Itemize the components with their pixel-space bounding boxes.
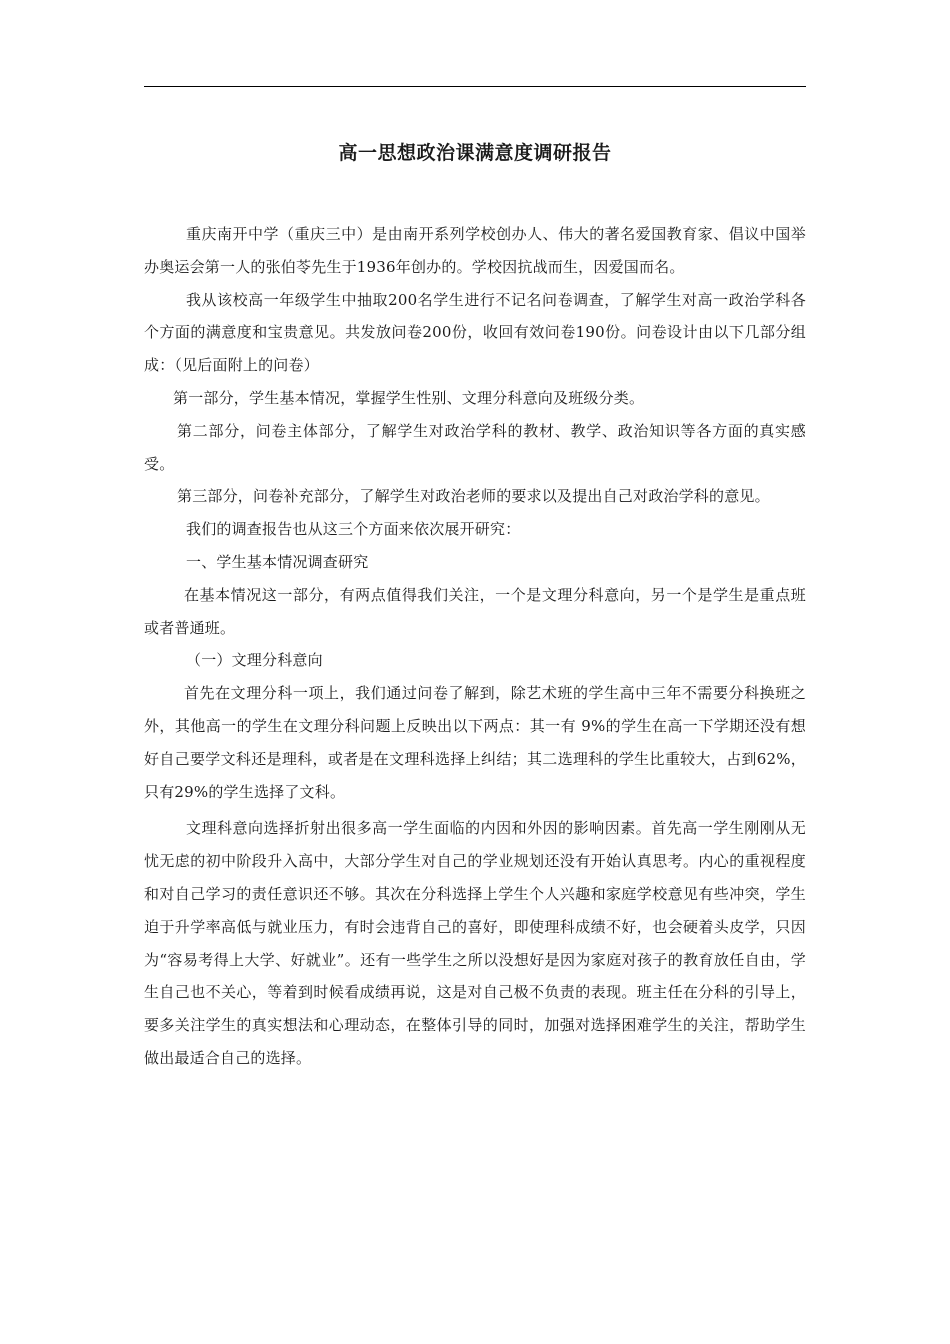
document-body (144, 218, 806, 1075)
section-heading-basic-info: 一、学生基本情况调查研究 (186, 552, 369, 571)
paragraph-school-intro: 重庆南开中学（重庆三中）是由南开系列学校创办人、伟大的著名爱国教育家、倡议中国举办奥运会第一人的张伯苓先生于1936年创办的。学校因抗战而生，因爱国而名。 (144, 225, 806, 276)
paragraph-report-outline: 我们的调查报告也从这三个方面来依次展开研究： (186, 520, 521, 539)
paragraph-part-two: 第二部分，问卷主体部分，了解学生对政治学科的教材、教学、政治知识等各方面的真实感受。 (144, 421, 806, 473)
document-title: 高一思想政治课满意度调研报告 (338, 142, 612, 164)
paragraph-basic-info: 在基本情况这一部分，有两点值得我们关注，一个是文理分科意向，另一个是学生是重点班或者普通班。 (144, 585, 806, 637)
paragraph-part-one: 第一部分，学生基本情况，掌握学生性别、文理分科意向及班级分类。 (173, 388, 645, 407)
subsection-heading-stream-choice: （一）文理分科意向 (186, 651, 323, 670)
paragraph-part-three: 第三部分，问卷补充部分，了解学生对政治老师的要求以及提出自己对政治学科的意见。 (177, 487, 770, 506)
paragraph-survey-method: 我从该校高一年级学生中抽取200名学生进行不记名问卷调查，了解学生对高一政治学科各个方面的满意度和宝贵意见。共发放问卷200份，收回有效问卷190份。问卷设计由以下几部分组成：（见后面附上的问卷） (144, 290, 806, 375)
paragraph-stream-findings: 首先在文理分科一项上，我们通过问卷了解到，除艺术班的学生高中三年不需要分科换班之外，其他高一的学生在文理分科问题上反映出以下两点：其一有 9%的学生在高一下学期还没有想好自己要学文科还是理科，或者是在文理科选择上纠结；其二选理科的学生比重较大，占到62%，只有29%的学生选择了文科。 (144, 684, 806, 801)
paragraph-stream-analysis: 文理科意向选择折射出很多高一学生面临的内因和外因的影响因素。首先高一学生刚刚从无忧无虑的初中阶段升入高中，大部分学生对自己的学业规划还没有开始认真思考。内心的重视程度和对自己学习的责任意识还不够。其次在分科选择上学生个人兴趣和家庭学校意见有些冲突，学生迫于升学率高低与就业压力，有时会违背自己的喜好，即使理科成绩不好，也会硬着头皮学，只因为“容易考得上大学、好就业”。还有一些学生之所以没想好是因为家庭对孩子的教育放任自由，学生自己也不关心，等着到时候看成绩再说，这是对自己极不负责的表现。班主任在分科的引导上，要多关注学生的真实想法和心理动态，在整体引导的同时，加强对选择困难学生的关注，帮助学生做出最适合自己的选择。 (144, 819, 806, 1067)
header-rule (144, 86, 806, 87)
